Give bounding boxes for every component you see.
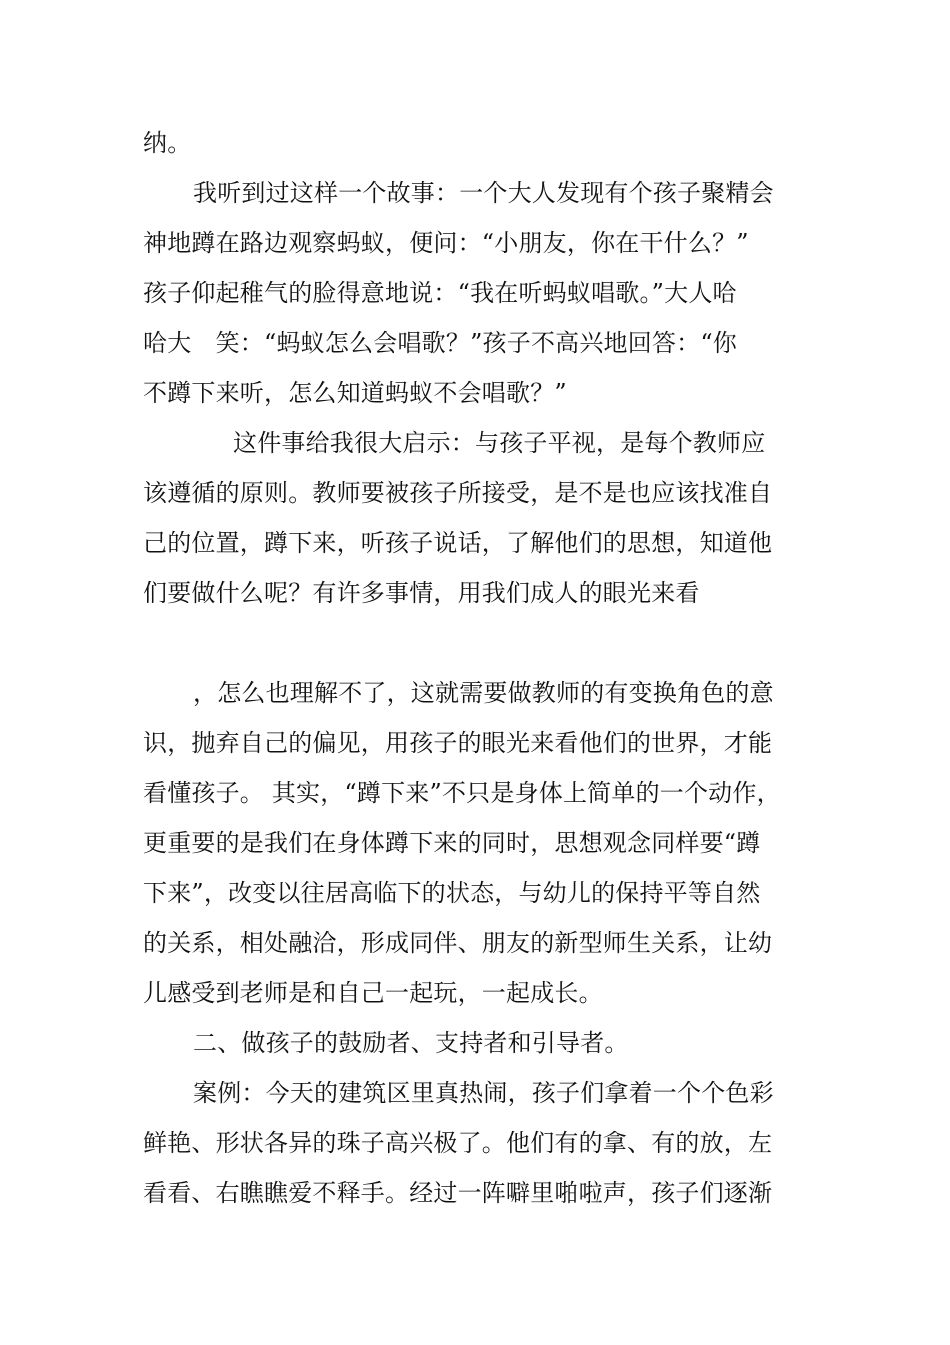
text-line-7: 这件事给我很大启示：与孩子平视，是每个教师应 (233, 429, 766, 457)
text-line-3: 神地蹲在路边观察蚂蚁，便问：“小朋友，你在干什么？” (143, 229, 749, 257)
text-line-19: 案例：今天的建筑区里真热闹，孩子们拿着一个个色彩 (193, 1079, 774, 1107)
text-line-12: 识，抛弃自己的偏见，用孩子的眼光来看他们的世界，才能 (143, 729, 773, 757)
text-line-1: 纳。 (143, 129, 192, 157)
text-line-16: 的关系，相处融洽，形成同伴、朋友的新型师生关系，让幼 (143, 929, 773, 957)
text-line-11: ，怎么也理解不了，这就需要做教师的有变换角色的意 (193, 679, 774, 707)
text-line-5: 哈大 笑：“蚂蚁怎么会唱歌？”孩子不高兴地回答：“你 (143, 329, 738, 357)
text-line-9: 己的位置，蹲下来，听孩子说话，了解他们的思想，知道他 (143, 529, 773, 557)
text-line-20: 鲜艳、形状各异的珠子高兴极了。他们有的拿、有的放，左 (143, 1129, 773, 1157)
text-line-15: 下来”，改变以往居高临下的状态，与幼儿的保持平等自然 (143, 879, 761, 907)
text-line-14: 更重要的是我们在身体蹲下来的同时，思想观念同样要“蹲 (143, 829, 761, 857)
section-heading: 二、做孩子的鼓励者、支持者和引导者。 (193, 1029, 629, 1057)
text-line-17: 儿感受到老师是和自己一起玩，一起成长。 (143, 979, 603, 1007)
text-line-8: 该遵循的原则。教师要被孩子所接受，是不是也应该找准自 (143, 479, 773, 507)
text-line-6: 不蹲下来听，怎么知道蚂蚁不会唱歌？” (143, 379, 567, 407)
text-line-4: 孩子仰起稚气的脸得意地说：“我在听蚂蚁唱歌。”大人哈 (143, 279, 737, 307)
text-line-10: 们要做什么呢？有许多事情，用我们成人的眼光来看 (143, 579, 700, 607)
text-line-13: 看懂孩子。 其实，“蹲下来”不只是身体上简单的一个动作， (143, 779, 781, 807)
text-line-2: 我听到过这样一个故事：一个大人发现有个孩子聚精会 (193, 179, 774, 207)
text-line-21: 看看、右瞧瞧爱不释手。经过一阵噼里啪啦声，孩子们逐渐 (143, 1179, 773, 1207)
